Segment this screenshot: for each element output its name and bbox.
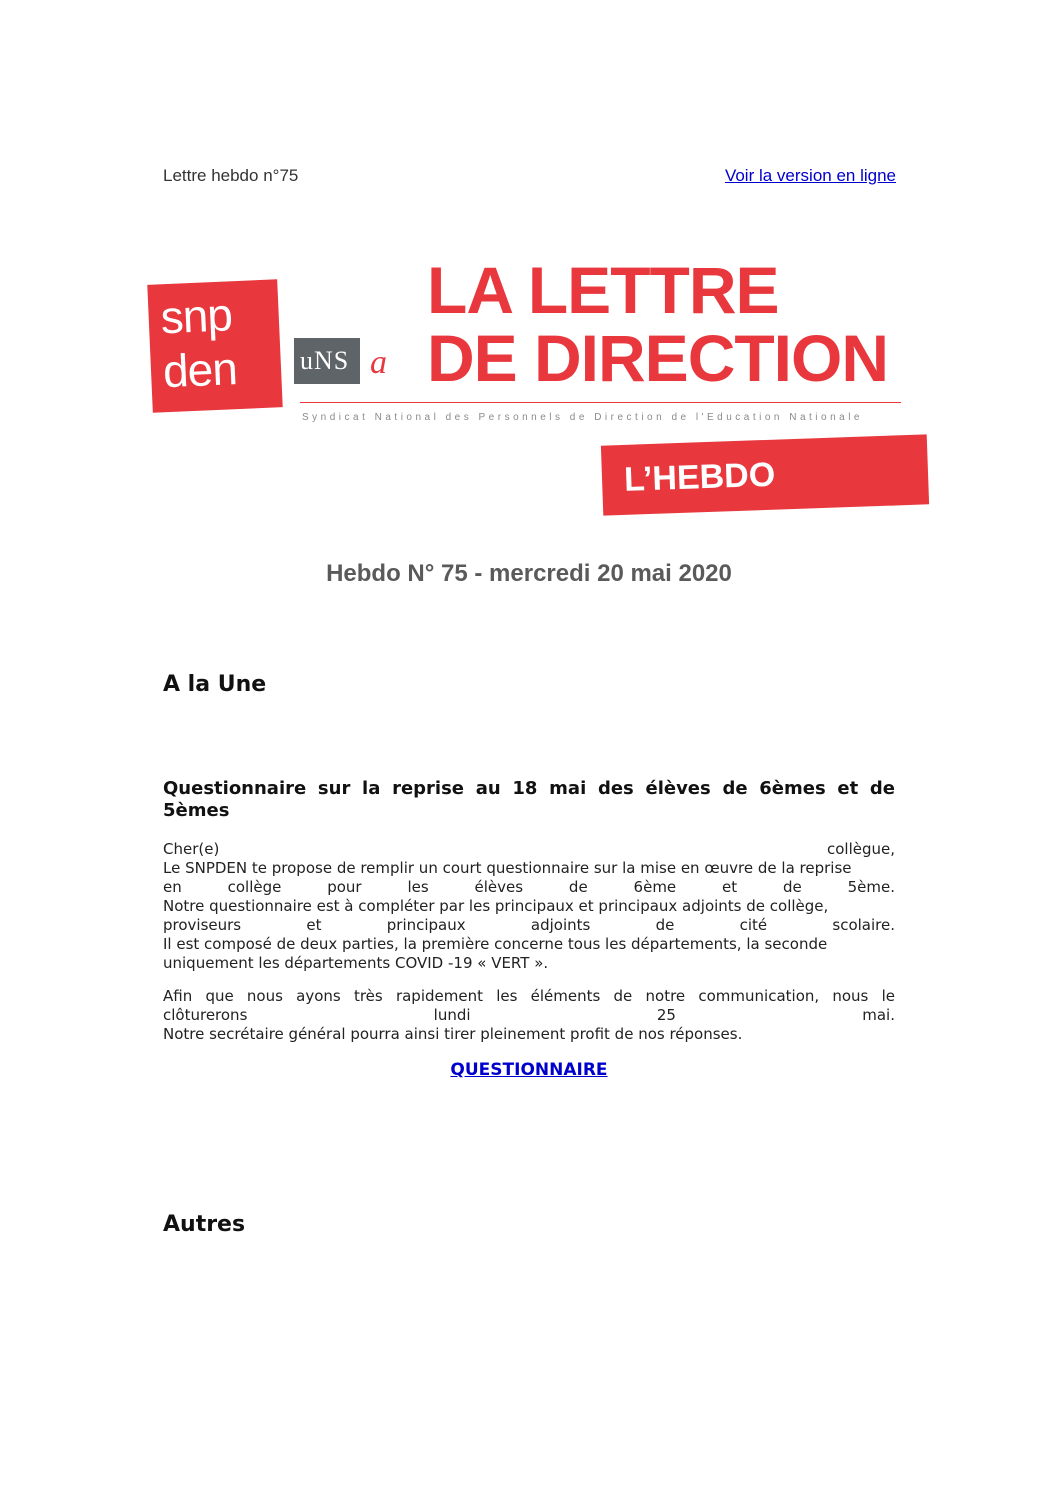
text-line: Afin que nous ayons très rapidement les éléments de notre communication, nous le (163, 987, 895, 1005)
newsletter-title-line1: LA LETTRE (427, 253, 779, 327)
text-line: proviseurs et principaux adjoints de cité scolaire. (163, 916, 895, 934)
article-title: Questionnaire sur la reprise au 18 mai des élèves de 6èmes et de 5èmes (163, 778, 895, 821)
hebdo-badge-label: L’HEBDO (623, 455, 776, 499)
section-title-une: A la Une (163, 672, 267, 697)
questionnaire-cta (163, 1060, 895, 1080)
questionnaire-link[interactable]: QUESTIONNAIRE (450, 1060, 608, 1080)
text-line: Notre secrétaire général pourra ainsi tirer pleinement profit de nos réponses. (163, 1025, 743, 1043)
unsa-logo-text: uNS (300, 346, 350, 375)
article-paragraph (163, 840, 895, 973)
hebdo-badge (601, 434, 929, 515)
union-tagline: Syndicat National des Personnels de Direction de l'Education Nationale (302, 412, 863, 423)
text-line: Le SNPDEN te propose de remplir un court questionnaire sur la mise en œuvre de la reprise (163, 859, 852, 877)
text-line: Notre questionnaire est à compléter par les principaux et principaux adjoints de collège, (163, 897, 829, 915)
unsa-logo-a: a (370, 344, 387, 381)
snpden-logo (147, 279, 282, 413)
unsa-logo (294, 338, 398, 384)
text-line: clôturerons lundi 25 mai. (163, 1006, 895, 1024)
top-bar (163, 166, 896, 190)
section-title-autres: Autres (163, 1212, 246, 1237)
snpden-logo-line2: den (161, 342, 238, 398)
view-online-link[interactable]: Voir la version en ligne (724, 166, 896, 185)
article-questionnaire (163, 778, 895, 1080)
text-line: Cher(e) collègue, (163, 840, 895, 858)
newsletter-title-line2: DE DIRECTION (427, 321, 889, 395)
text-line: en collège pour les élèves de 6ème et de 5ème. (163, 878, 895, 896)
newsletter-title (427, 253, 889, 395)
text-line: uniquement les départements COVID -19 « VERT ». (163, 954, 549, 972)
snpden-logo-line1: snp (159, 288, 233, 344)
issue-label: Lettre hebdo n°75 (163, 166, 299, 185)
text-line: Il est composé de deux parties, la première concerne tous les départements, la seconde (163, 935, 828, 953)
title-divider (300, 402, 901, 403)
article-paragraph (163, 987, 895, 1044)
issue-heading: Hebdo N° 75 - mercredi 20 mai 2020 (326, 560, 732, 587)
